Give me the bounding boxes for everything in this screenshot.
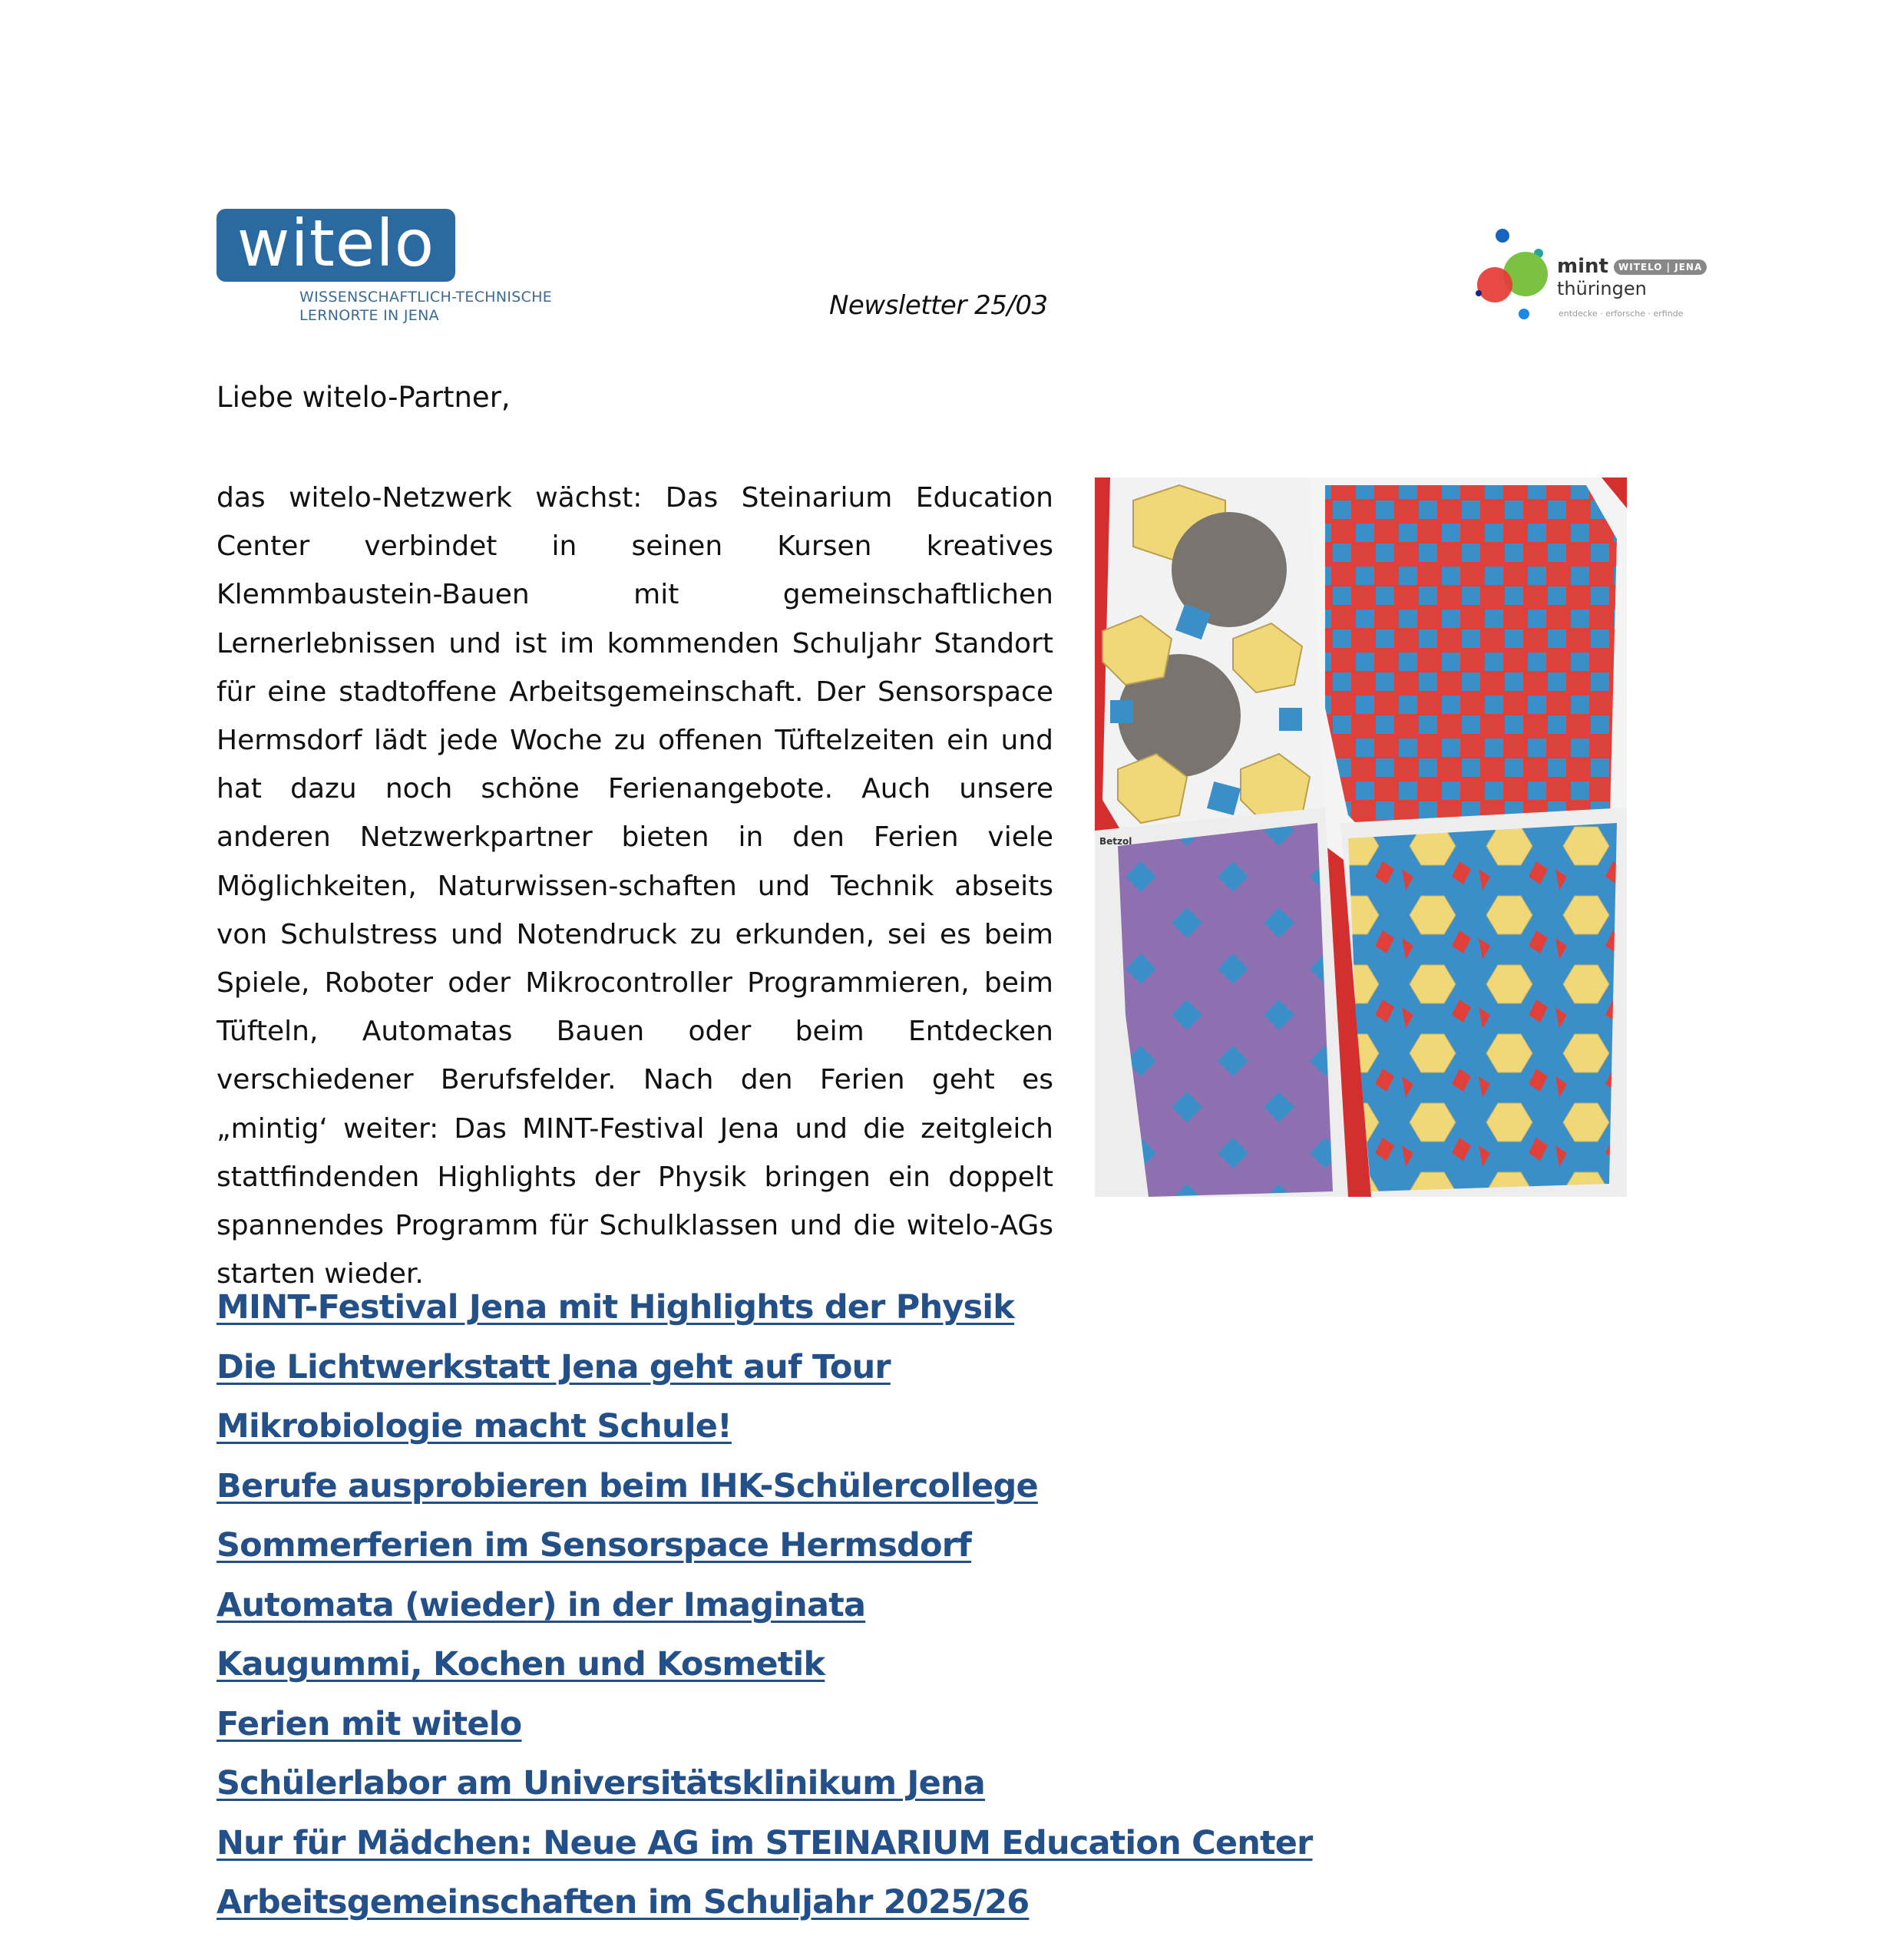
photo-board-label: Betzol bbox=[1099, 836, 1132, 847]
toc-link-list bbox=[217, 1288, 1675, 1943]
geometric-tiling-photo bbox=[1095, 477, 1627, 1197]
mint-logo-word: mint bbox=[1557, 255, 1608, 278]
witelo-logo-subline-2: LERNORTE IN JENA bbox=[299, 307, 439, 324]
toc-link-mint-festival[interactable]: MINT-Festival Jena mit Highlights der Physik bbox=[217, 1288, 1015, 1327]
toc-item bbox=[217, 1526, 1675, 1586]
toc-item bbox=[217, 1288, 1675, 1348]
logo-dot-blue-bottom bbox=[1519, 309, 1529, 319]
mint-logo-badge: WITELO | JENA bbox=[1614, 259, 1707, 275]
toc-item bbox=[217, 1467, 1675, 1527]
toc-link-nur-fuer-maedchen[interactable]: Nur für Mädchen: Neue AG im STEINARIUM Education Center bbox=[217, 1823, 1313, 1862]
toc-link-arbeitsgemeinschaften[interactable]: Arbeitsgemeinschaften im Schuljahr 2025/26 bbox=[217, 1883, 1030, 1922]
toc-link-schuelerlabor[interactable]: Schülerlabor am Universitätsklinikum Jena bbox=[217, 1764, 985, 1803]
toc-link-sensorspace[interactable]: Sommerferien im Sensorspace Hermsdorf bbox=[217, 1526, 972, 1565]
toc-item bbox=[217, 1824, 1675, 1884]
witelo-logo-subline-1: WISSENSCHAFTLICH-TECHNISCHE bbox=[299, 289, 553, 306]
toc-item bbox=[217, 1586, 1675, 1646]
toc-link-kaugummi[interactable]: Kaugummi, Kochen und Kosmetik bbox=[217, 1645, 825, 1684]
mint-logo-tagline: entdecke · erforsche · erfinde bbox=[1559, 309, 1684, 319]
greeting: Liebe witelo-Partner, bbox=[217, 381, 511, 414]
logo-dot-navy bbox=[1476, 290, 1482, 296]
toc-link-automata[interactable]: Automata (wieder) in der Imaginata bbox=[217, 1585, 866, 1624]
logo-dot-blue-top bbox=[1496, 229, 1509, 243]
toc-item bbox=[217, 1348, 1675, 1408]
witelo-logo-wordmark: witelo bbox=[236, 205, 435, 281]
newsletter-label: Newsletter 25/03 bbox=[829, 290, 1048, 321]
toc-link-ferien-mit-witelo[interactable]: Ferien mit witelo bbox=[217, 1704, 522, 1743]
intro-paragraph: das witelo-Netzwerk wächst: Das Steinarium Education Center verbindet in seinen Kursen kreatives Klemmbaustein-Bauen mit gemeinschaftlichen Lernerlebnissen und ist im kommenden Schuljahr Standort für eine stadtoffene Arbeitsgemeinschaft. Der Sensorspace Hermsdorf lädt jede Woche zu offenen Tüftelzeiten ein und hat dazu noch schöne Ferienangebote. Auch unsere anderen Netzwerkpartner bieten in den Ferien viele Möglichkeiten, Naturwissen-schaften und Technik abseits von Schulstress und Notendruck zu erkunden, sei es beim Spiele, Roboter oder Mikrocontroller Programmieren, beim Tüfteln, Automatas Bauen oder beim Entdecken verschiedener Berufsfelder. Nach den Ferien geht es „mintig‘ weiter: Das MINT-Festival Jena und die zeitgleich stattfindenden Highlights der Physik bringen ein doppelt spannendes Programm für Schulklassen und die witelo-AGs starten wieder. bbox=[217, 482, 1053, 1290]
toc-item bbox=[217, 1883, 1675, 1943]
toc-item bbox=[217, 1407, 1675, 1467]
toc-item bbox=[217, 1705, 1675, 1765]
toc-item bbox=[217, 1764, 1675, 1824]
toc-link-ihk-schuelercollege[interactable]: Berufe ausprobieren beim IHK-Schülercollege bbox=[217, 1466, 1038, 1505]
mint-logo-region: thüringen bbox=[1557, 278, 1647, 299]
tiling-illustration bbox=[1095, 477, 1627, 1197]
witelo-logo bbox=[217, 205, 570, 332]
toc-item bbox=[217, 1645, 1675, 1705]
toc-link-mikrobiologie[interactable]: Mikrobiologie macht Schule! bbox=[217, 1407, 732, 1446]
toc-link-lichtwerkstatt[interactable]: Die Lichtwerkstatt Jena geht auf Tour bbox=[217, 1347, 891, 1386]
mint-thueringen-logo bbox=[1473, 229, 1718, 329]
logo-dot-red bbox=[1477, 267, 1512, 302]
